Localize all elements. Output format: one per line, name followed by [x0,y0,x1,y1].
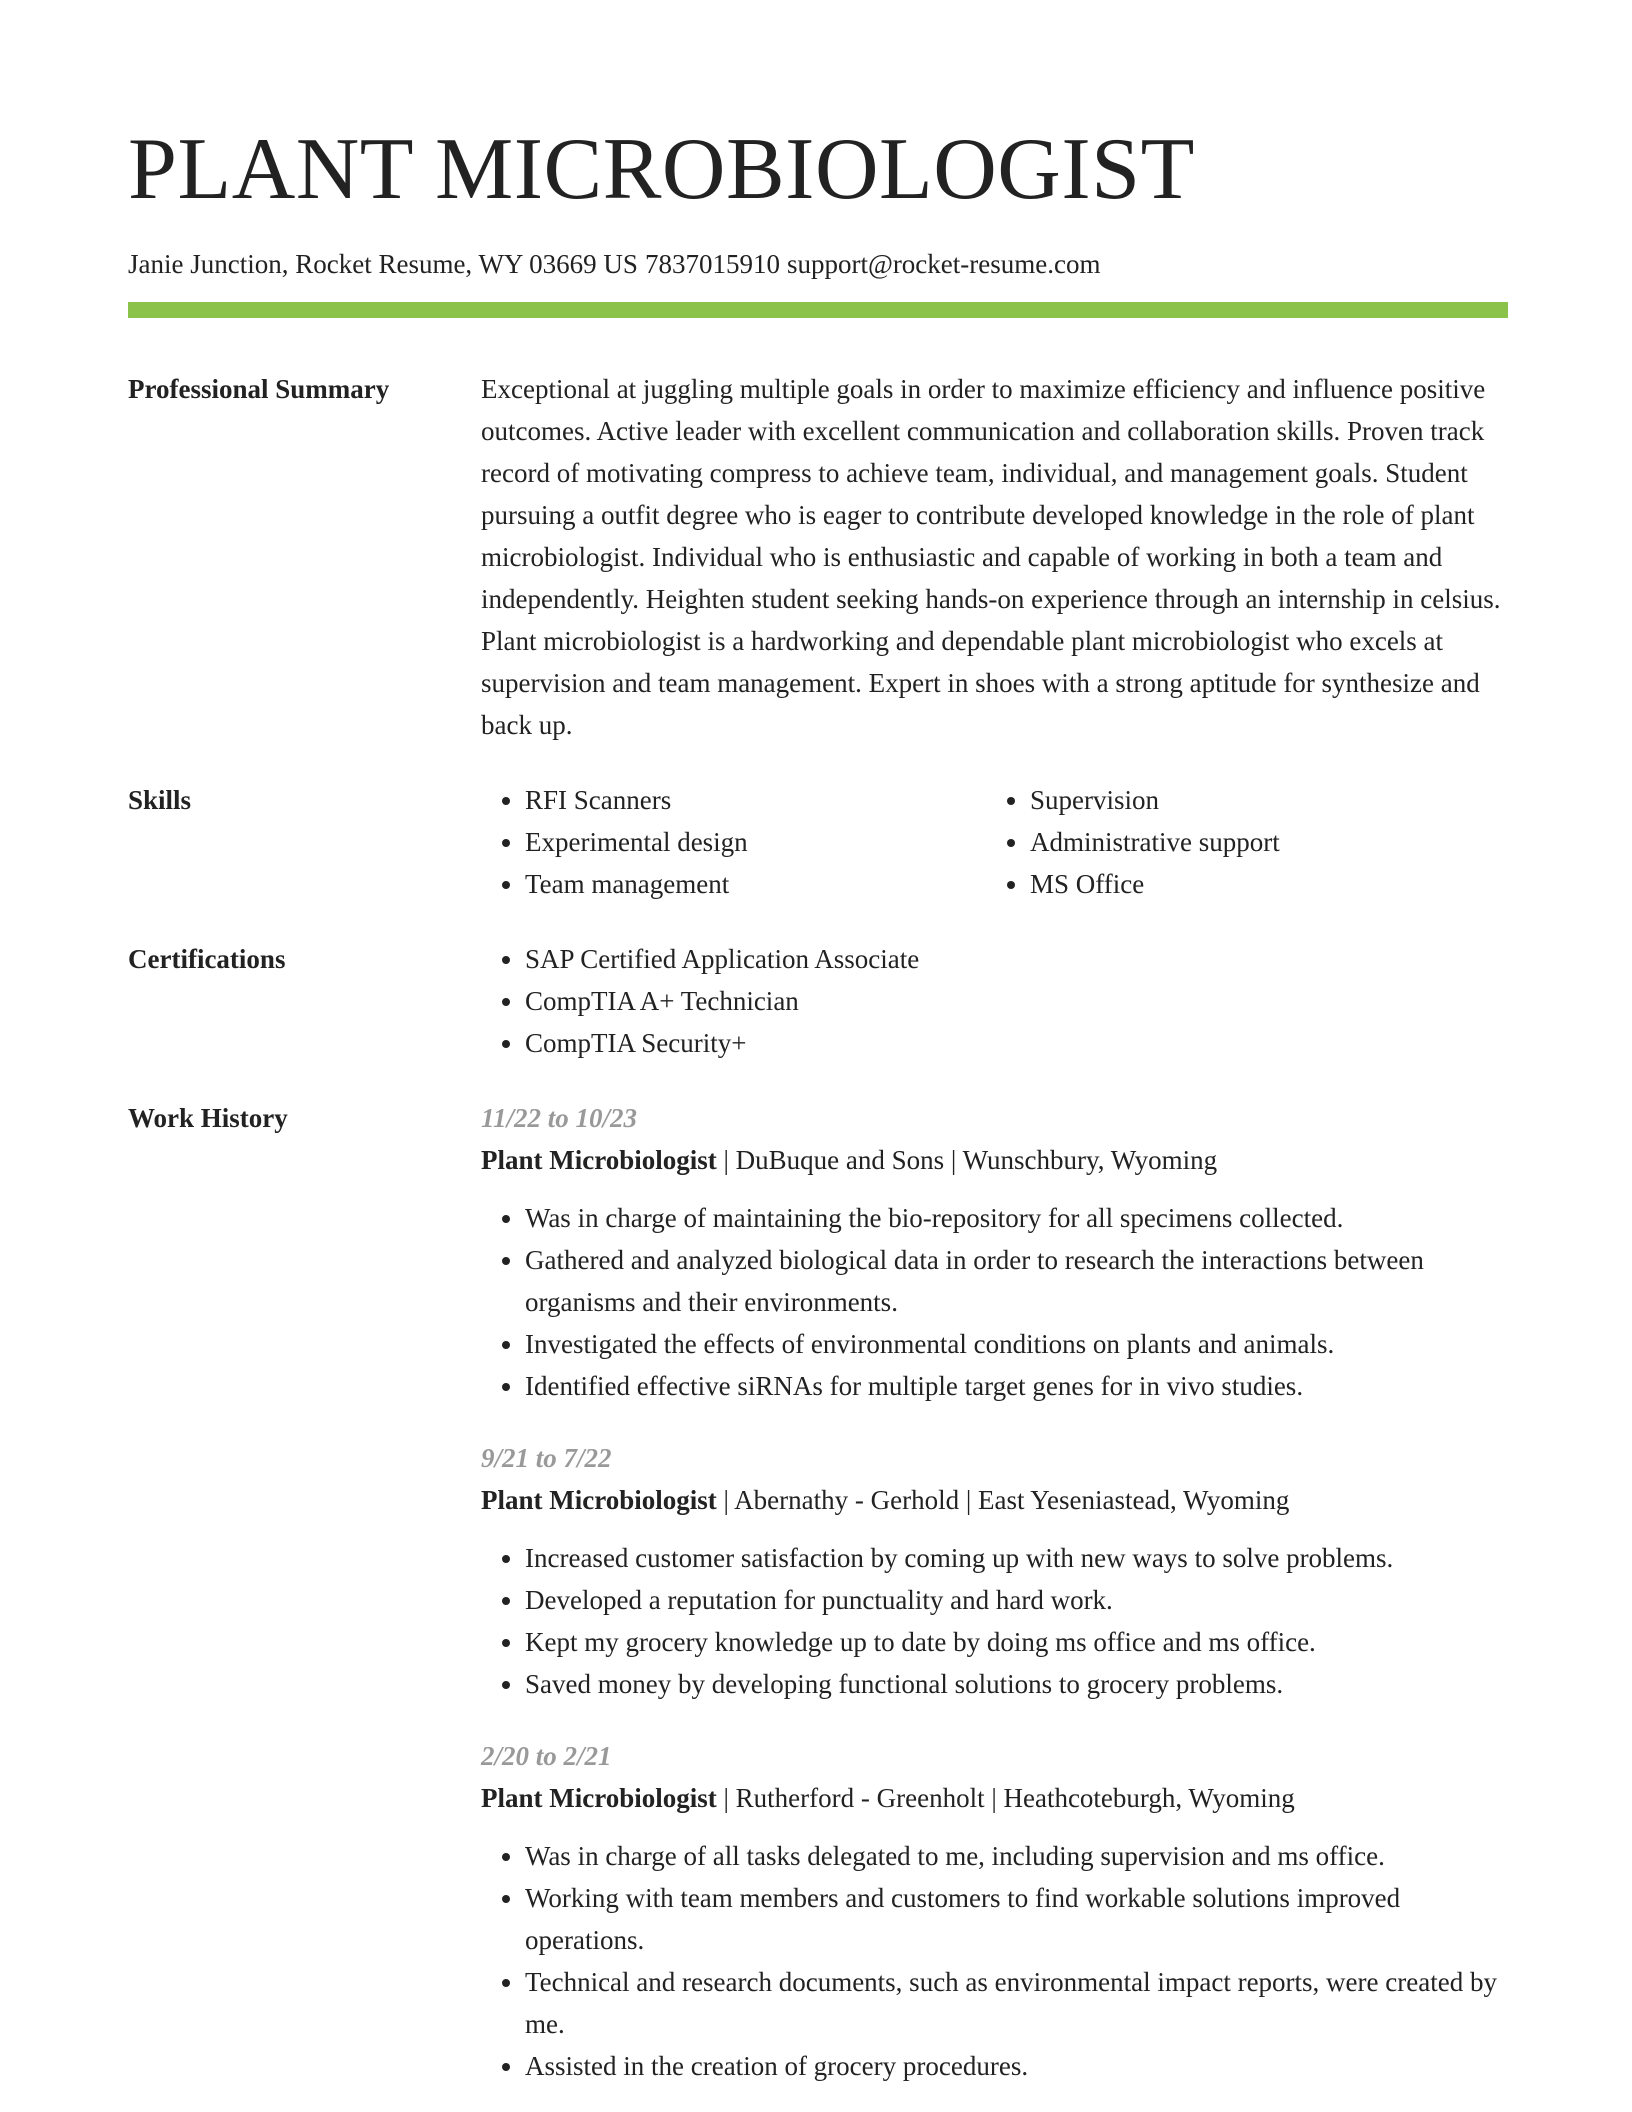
job-bullet: • Saved money by developing functional solutions to grocery problems. [525,1663,1508,1705]
skill-item: • Team management [525,863,986,905]
section-label-skills: Skills [128,785,192,815]
job-details: | Abernathy - Gerhold | East Yeseniastead, Wyoming [716,1485,1290,1515]
job-bullet: • Assisted in the creation of grocery procedures. [525,2045,1508,2087]
skills-column-2 [986,779,1491,905]
contact-phone: 7837015910 [644,249,780,279]
contact-email: support@rocket-resume.com [786,249,1101,279]
job-title: Plant Microbiologist [481,1783,717,1813]
resume-page [128,118,1508,2087]
summary-text: Exceptional at juggling multiple goals in order to maximize efficiency and influence positive outcomes. Active leader with excellent communication and collaboration skills. Proven track record of motivating compress to achieve team, individual, and management goals. Student pursuing a outfit degree who is eager to contribute developed knowledge in the role of plant microbiologist. Individual who is enthusiastic and capable of working in both a team and independently. Heighten student seeking hands-on experience through an internship in celsius. Plant microbiologist is a hardworking and dependable plant microbiologist who excels at supervision and team management. Expert in shoes with a strong aptitude for synthesize and back up. [481,374,1501,740]
certification-item: • CompTIA Security+ [525,1022,1508,1064]
section-certifications [128,938,1508,1064]
certifications-list [481,938,1508,1064]
skill-item: • Supervision [1030,779,1491,821]
job-bullet: • Investigated the effects of environmental conditions on plants and animals. [525,1323,1508,1365]
job-details: | DuBuque and Sons | Wunschbury, Wyoming [716,1145,1218,1175]
job-heading [481,1479,1508,1521]
job-bullet: • Kept my grocery knowledge up to date by doing ms office and ms office. [525,1621,1508,1663]
section-work-history [128,1097,1508,2087]
contact-address: Janie Junction, Rocket Resume, WY 03669 US [128,249,638,279]
job-bullets [481,1835,1508,2087]
certifications-body [481,938,1508,1064]
job-title: Plant Microbiologist [481,1145,717,1175]
contact-line [128,246,1508,282]
work-history-body [481,1097,1508,2087]
job-entry [481,1437,1508,1705]
resume-title: PLANT MICROBIOLOGIST [128,121,1195,218]
job-bullet: • Technical and research documents, such as environmental impact reports, were created by me. [525,1961,1508,2045]
certification-item: • SAP Certified Application Associate [525,938,1508,980]
job-dates: 11/22 to 10/23 [481,1103,638,1133]
certification-item: • CompTIA A+ Technician [525,980,1508,1022]
job-title: Plant Microbiologist [481,1485,717,1515]
summary-body [481,368,1508,746]
job-bullet: • Increased customer satisfaction by coming up with new ways to solve problems. [525,1537,1508,1579]
job-bullet: • Working with team members and customers to find workable solutions improved operations. [525,1877,1508,1961]
job-details: | Rutherford - Greenholt | Heathcoteburgh, Wyoming [716,1783,1295,1813]
section-professional-summary [128,368,1508,746]
skills-column-1 [481,779,986,905]
job-entry [481,1735,1508,2087]
skills-grid [481,779,1508,905]
job-dates: 9/21 to 7/22 [481,1443,612,1473]
skill-item: • Experimental design [525,821,986,863]
section-label-certifications: Certifications [128,944,286,974]
job-bullet: • Was in charge of maintaining the bio-repository for all specimens collected. [525,1197,1508,1239]
section-label-summary: Professional Summary [128,374,390,404]
job-bullets [481,1197,1508,1407]
job-bullet: • Was in charge of all tasks delegated to me, including supervision and ms office. [525,1835,1508,1877]
skill-item: • MS Office [1030,863,1491,905]
job-bullet: • Identified effective siRNAs for multiple target genes for in vivo studies. [525,1365,1508,1407]
skill-item: • Administrative support [1030,821,1491,863]
job-bullets [481,1537,1508,1705]
job-dates: 2/20 to 2/21 [481,1741,612,1771]
section-skills [128,779,1508,905]
job-bullet: • Gathered and analyzed biological data in order to research the interactions between organisms and their environments. [525,1239,1508,1323]
job-entry [481,1097,1508,1407]
skill-item: • RFI Scanners [525,779,986,821]
job-bullet: • Developed a reputation for punctuality and hard work. [525,1579,1508,1621]
accent-divider [128,302,1508,318]
job-heading [481,1777,1508,1819]
job-heading [481,1139,1508,1181]
section-label-work-history: Work History [128,1103,288,1133]
